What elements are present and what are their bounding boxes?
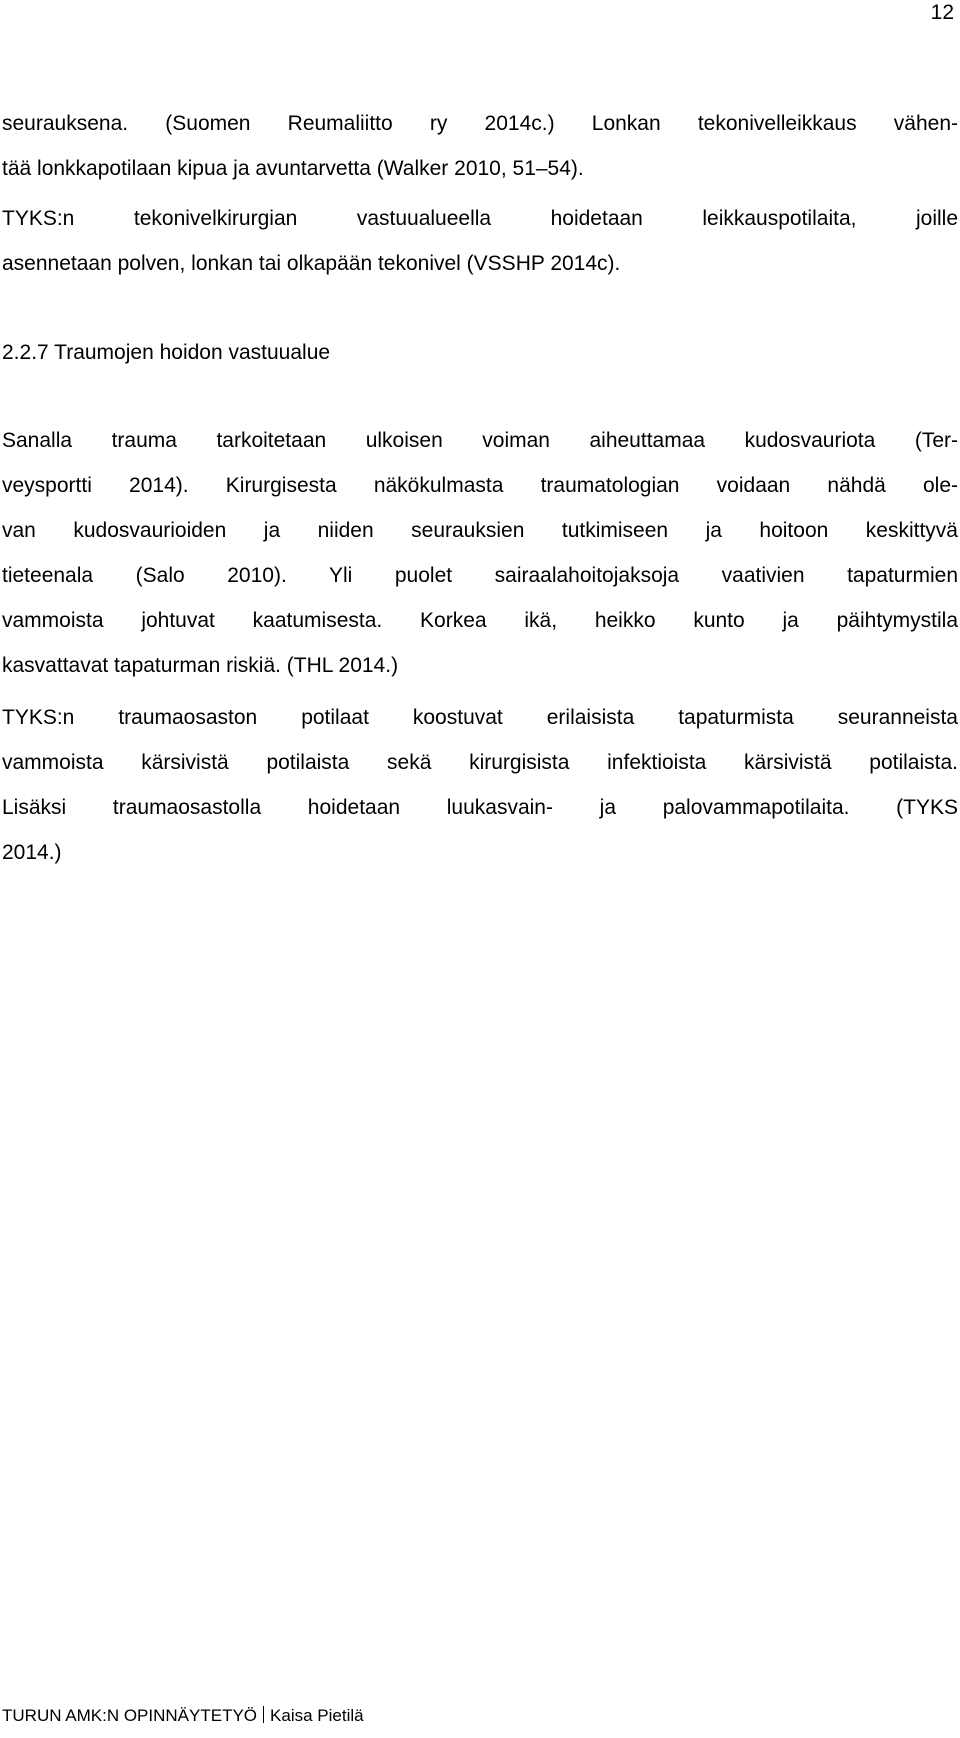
paragraph-line: Sanalla trauma tarkoitetaan ulkoisen voiman aiheuttamaa kudosvauriota (Ter- [2,429,958,452]
page-number: 12 [930,1,954,24]
paragraph-3 [2,418,958,688]
paragraph-line: van kudosvaurioiden ja niiden seurauksien tutkimiseen ja hoitoon keskittyvä [2,519,958,542]
paragraph-line: vammoista johtuvat kaatumisesta. Korkea ikä, heikko kunto ja päihtymystila [2,609,958,632]
paragraph-2 [2,196,958,286]
paragraph-line: vammoista kärsivistä potilaista sekä kirurgisista infektioista kärsivistä potilaista. [2,751,958,774]
paragraph-line: tieteenala (Salo 2010). Yli puolet sairaalahoitojaksoja vaativien tapaturmien [2,564,958,587]
footer-divider [263,1706,264,1723]
footer-author: Kaisa Pietilä [270,1706,364,1725]
paragraph-line: Lisäksi traumaosastolla hoidetaan luukasvain- ja palovammapotilaita. (TYKS [2,796,958,819]
paragraph-line: asennetaan polven, lonkan tai olkapään tekonivel (VSSHP 2014c). [2,252,621,275]
page-footer [2,1706,364,1724]
section-heading: 2.2.7 Traumojen hoidon vastuualue [2,341,331,364]
paragraph-line: seurauksena. (Suomen Reumaliitto ry 2014c.) Lonkan tekonivelleikkaus vähen- [2,112,958,135]
paragraph-1 [2,101,958,191]
paragraph-line: TYKS:n tekonivelkirurgian vastuualueella hoidetaan leikkauspotilaita, joille [2,207,958,230]
paragraph-4 [2,695,958,875]
paragraph-line: veysportti 2014). Kirurgisesta näkökulmasta traumatologian voidaan nähdä ole- [2,474,958,497]
paragraph-line: TYKS:n traumaosaston potilaat koostuvat erilaisista tapaturmista seuranneista [2,706,958,729]
paragraph-line: tää lonkkapotilaan kipua ja avuntarvetta (Walker 2010, 51–54). [2,157,584,180]
paragraph-line: 2014.) [2,841,62,864]
footer-thesis-label: TURUN AMK:N OPINNÄYTETYÖ [2,1706,258,1725]
paragraph-line: kasvattavat tapaturman riskiä. (THL 2014.) [2,654,399,677]
